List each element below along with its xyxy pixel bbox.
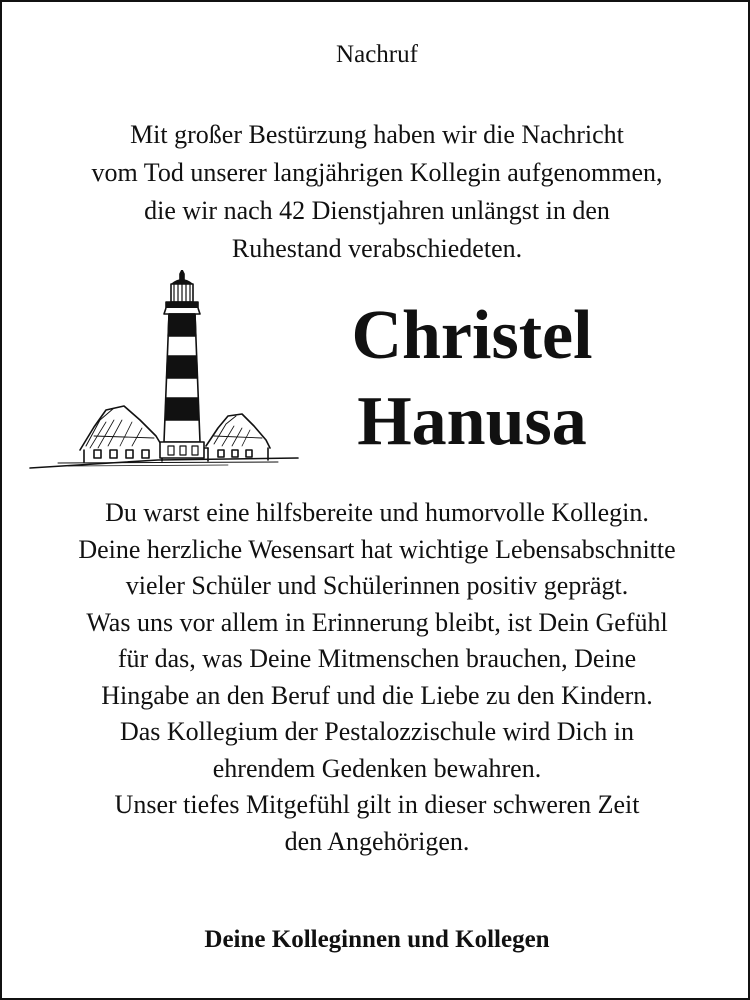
intro-line: Ruhestand verabschiedeten. (231, 234, 523, 263)
tribute-line: Was uns vor allem in Erinnerung bleibt, ist Dein Gefühl (86, 607, 668, 637)
tribute-line: den Angehörigen. (284, 826, 470, 856)
tribute-line: Unser tiefes Mitgefühl gilt in dieser schweren Zeit (114, 790, 640, 819)
intro-line: vom Tod unserer langjährigen Kollegin aufgenommen, (91, 158, 663, 187)
tribute-line: Das Kollegium der Pestalozzischule wird Dich in (119, 717, 635, 746)
intro-paragraph (2, 116, 750, 268)
intro-line: die wir nach 42 Dienstjahren unlängst in den (144, 196, 610, 225)
notice-heading: Nachruf (336, 41, 418, 68)
tribute-line: vieler Schüler und Schülerinnen positiv geprägt. (125, 571, 629, 600)
intro-line: Mit großer Bestürzung haben wir die Nachricht (130, 120, 624, 149)
tribute-paragraph (2, 495, 750, 860)
signature: Deine Kolleginnen und Kollegen (204, 926, 550, 953)
lighthouse-icon (28, 270, 302, 476)
tribute-line: Du warst eine hilfsbereite und humorvolle Kollegin. (105, 498, 649, 527)
tribute-line: für das, was Deine Mitmenschen brauchen, Deine (117, 644, 637, 673)
tribute-line: Deine herzliche Wesensart hat wichtige Lebensabschnitte (78, 534, 676, 564)
tribute-line: Hingabe an den Beruf und die Liebe zu den Kindern. (101, 680, 653, 710)
deceased-first-name: Christel (351, 297, 593, 374)
deceased-last-name: Hanusa (357, 383, 587, 460)
tribute-line: ehrendem Gedenken bewahren. (212, 753, 542, 783)
